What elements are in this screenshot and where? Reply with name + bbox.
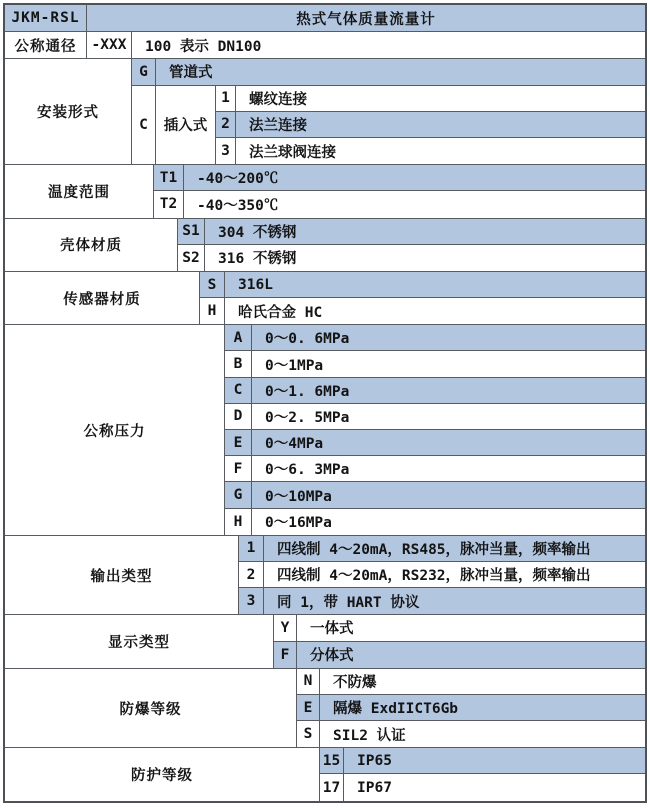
option-desc: 分体式 bbox=[310, 648, 354, 665]
section-display bbox=[5, 615, 645, 668]
option-desc: 同 1，带 HART 协议 bbox=[277, 594, 420, 611]
option-desc: 0～2. 5MPa bbox=[265, 409, 350, 426]
option-row-pipe bbox=[132, 59, 645, 85]
section-explosion bbox=[5, 669, 645, 749]
option-code: D bbox=[225, 404, 252, 429]
section-sensor bbox=[5, 272, 645, 325]
option-row bbox=[320, 748, 645, 774]
option-desc: 法兰连接 bbox=[249, 117, 307, 134]
option-desc: 四线制 4～20mA，RS485，脉冲当量，频率输出 bbox=[277, 541, 591, 558]
option-code: Y bbox=[274, 615, 297, 640]
option-code: S2 bbox=[178, 245, 205, 271]
option-row bbox=[225, 482, 645, 508]
option-desc: 0～16MPa bbox=[265, 515, 332, 532]
option-code: 2 bbox=[239, 562, 264, 587]
option-row bbox=[225, 378, 645, 404]
option-desc: 0～0. 6MPa bbox=[265, 331, 350, 348]
option-desc: 四线制 4～20mA，RS232，脉冲当量，频率输出 bbox=[277, 568, 591, 585]
section-protection bbox=[5, 748, 645, 800]
model-selection-table bbox=[3, 3, 647, 803]
product-title: 热式气体质量流量计 bbox=[87, 5, 645, 31]
option-code: 1 bbox=[239, 536, 264, 561]
option-row-insert-group bbox=[132, 86, 645, 165]
option-code: 3 bbox=[216, 138, 236, 164]
section-temperature bbox=[5, 165, 645, 218]
option-code: F bbox=[274, 642, 297, 668]
section-display-label: 显示类型 bbox=[5, 615, 274, 667]
option-row bbox=[274, 615, 645, 641]
option-code: T1 bbox=[154, 165, 184, 190]
option-code: S bbox=[200, 272, 225, 297]
insert-type-name: 插入式 bbox=[156, 86, 216, 165]
section-sensor-label: 传感器材质 bbox=[5, 272, 200, 324]
option-desc: -40～200℃ bbox=[197, 171, 279, 188]
option-desc: SIL2 认证 bbox=[333, 727, 406, 744]
section-pressure-label: 公称压力 bbox=[5, 325, 225, 535]
option-code: 17 bbox=[320, 774, 344, 800]
section-output-label: 输出类型 bbox=[5, 536, 239, 615]
dn-row bbox=[5, 32, 645, 59]
option-code: H bbox=[225, 509, 252, 535]
option-row bbox=[178, 219, 645, 245]
option-desc: 0～6. 3MPa bbox=[265, 462, 350, 479]
dn-code: -XXX bbox=[87, 32, 132, 58]
option-code: 1 bbox=[216, 86, 236, 111]
option-row bbox=[239, 588, 645, 614]
option-row-connection bbox=[216, 112, 645, 138]
option-code: S1 bbox=[178, 219, 205, 244]
option-code: T2 bbox=[154, 191, 184, 217]
option-row bbox=[297, 695, 645, 721]
option-row bbox=[297, 721, 645, 747]
option-desc: 0～4MPa bbox=[265, 436, 324, 453]
option-row bbox=[239, 562, 645, 588]
option-desc: 不防爆 bbox=[333, 674, 377, 691]
option-row-connection bbox=[216, 86, 645, 112]
option-desc: 0～10MPa bbox=[265, 488, 332, 505]
option-row bbox=[239, 536, 645, 562]
option-code: E bbox=[297, 695, 320, 720]
section-install-label: 安装形式 bbox=[5, 59, 132, 164]
option-desc: 哈氏合金 HC bbox=[238, 304, 323, 321]
option-desc: 316 不锈钢 bbox=[218, 251, 297, 268]
option-row bbox=[200, 272, 645, 298]
option-row bbox=[225, 404, 645, 430]
option-row bbox=[225, 325, 645, 351]
option-row bbox=[297, 669, 645, 695]
option-code: 15 bbox=[320, 748, 344, 773]
option-desc: -40～350℃ bbox=[197, 197, 279, 214]
option-row bbox=[154, 191, 645, 217]
section-install bbox=[5, 59, 645, 165]
option-code: G bbox=[225, 482, 252, 507]
header-row bbox=[5, 5, 645, 32]
option-code: E bbox=[225, 430, 252, 455]
option-desc: IP65 bbox=[357, 752, 392, 769]
option-code: F bbox=[225, 456, 252, 481]
option-code: S bbox=[297, 721, 320, 747]
option-desc: 316L bbox=[238, 276, 273, 293]
option-code: C bbox=[132, 86, 156, 165]
option-row bbox=[154, 165, 645, 191]
section-housing bbox=[5, 219, 645, 272]
option-row-connection bbox=[216, 138, 645, 164]
option-code: B bbox=[225, 351, 252, 376]
option-desc: 一体式 bbox=[310, 621, 354, 638]
option-code: C bbox=[225, 378, 252, 403]
option-row bbox=[225, 351, 645, 377]
option-desc: 304 不锈钢 bbox=[218, 224, 297, 241]
option-row bbox=[225, 509, 645, 535]
option-row bbox=[178, 245, 645, 271]
section-housing-label: 壳体材质 bbox=[5, 219, 178, 271]
option-desc: 0～1. 6MPa bbox=[265, 383, 350, 400]
option-code: 3 bbox=[239, 588, 264, 614]
option-desc: 法兰球阀连接 bbox=[249, 144, 336, 161]
section-protection-label: 防护等级 bbox=[5, 748, 320, 800]
option-row bbox=[320, 774, 645, 800]
option-code: 2 bbox=[216, 112, 236, 137]
section-temperature-label: 温度范围 bbox=[5, 165, 154, 217]
option-desc: 0～1MPa bbox=[265, 357, 324, 374]
option-code: A bbox=[225, 325, 252, 350]
option-code: N bbox=[297, 669, 320, 694]
option-row bbox=[200, 298, 645, 324]
option-desc: 螺纹连接 bbox=[249, 91, 307, 108]
option-row bbox=[225, 456, 645, 482]
section-explosion-label: 防爆等级 bbox=[5, 669, 297, 748]
option-desc: IP67 bbox=[357, 779, 392, 796]
option-desc: 管道式 bbox=[169, 65, 213, 82]
option-row bbox=[225, 430, 645, 456]
option-desc: 隔爆 ExdIICT6Gb bbox=[333, 701, 459, 717]
model-code: JKM-RSL bbox=[5, 5, 87, 31]
section-pressure bbox=[5, 325, 645, 536]
option-code: G bbox=[132, 59, 156, 84]
section-output bbox=[5, 536, 645, 616]
dn-label: 公称通径 bbox=[5, 32, 87, 58]
dn-desc: 100 表示 DN100 bbox=[145, 38, 262, 55]
option-row bbox=[274, 642, 645, 668]
option-code: H bbox=[200, 298, 225, 324]
